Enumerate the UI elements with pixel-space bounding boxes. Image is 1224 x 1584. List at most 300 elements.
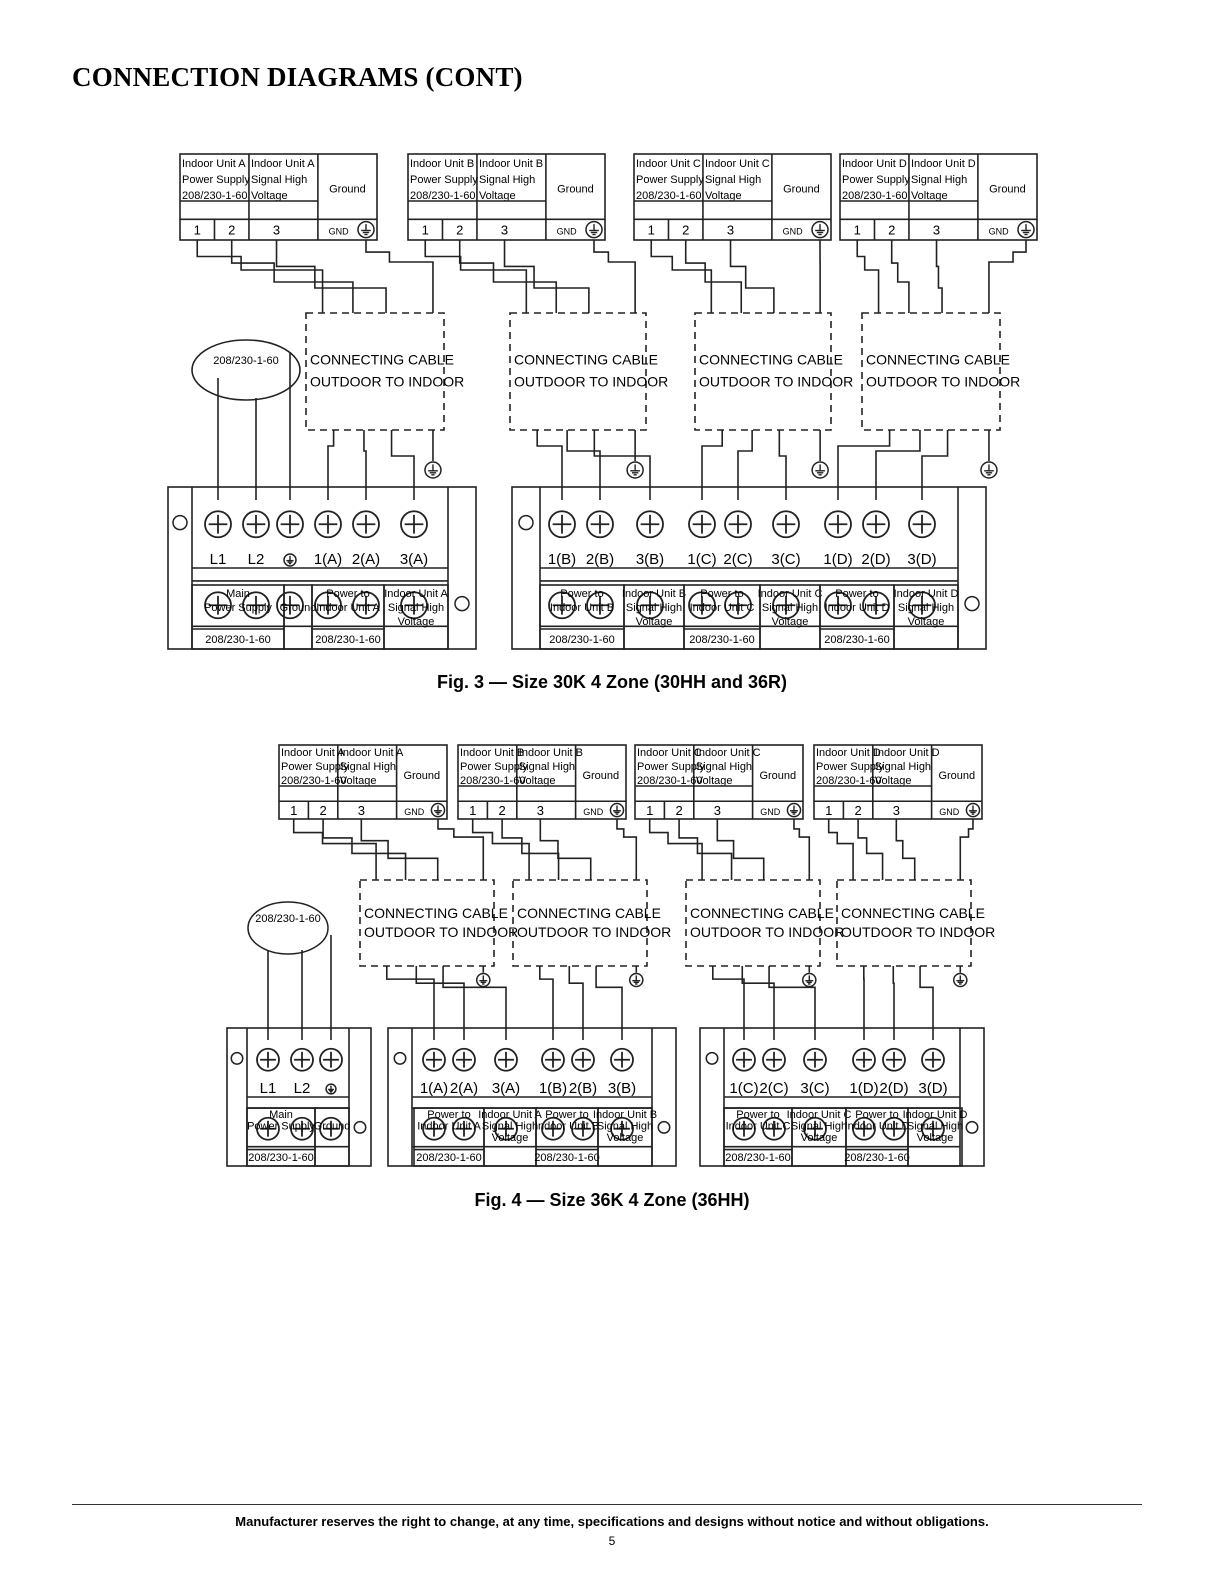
page-number: 5 [608,1534,616,1548]
gnd-label: GND [556,226,577,237]
ground-icon [358,222,374,238]
connecting-cable-box [686,880,844,966]
ground-icon [431,804,444,817]
info-label: Indoor Unit D [844,1120,910,1133]
terminal-screw-icon [205,511,231,537]
power-supply-label: Power Supply [816,761,884,773]
wire [443,966,506,1040]
terminal-screw-icon [825,511,851,537]
terminal-label: 1(C) [687,551,717,568]
info-label: Power Supply [204,602,272,614]
info-label: Signal High [897,602,955,614]
terminal-label: L1 [259,1080,277,1097]
ground-icon [954,973,967,986]
info-label: Indoor Unit A [478,1108,542,1121]
ground-icon [1018,222,1034,238]
mounting-hole [173,516,187,530]
terminal-screw-icon [637,511,663,537]
wire [323,819,405,880]
ground-label: Ground [329,183,366,196]
wire [540,966,553,1040]
voltage-label: Voltage [339,775,377,787]
ground-icon [803,973,816,986]
ground-icon [630,973,643,986]
voltage-label: 208/230-1-60 [315,634,381,646]
indoor-unit-name: Indoor Unit A [281,747,345,759]
ground-icon [610,804,623,817]
ground-icon [812,222,828,238]
ground-icon [981,462,997,478]
indoor-unit-terminal-block [635,745,803,819]
indoor-unit-terminal-block [408,154,605,240]
terminal-screw-icon [453,1049,475,1071]
info-label: Indoor Unit B [621,588,687,600]
terminal-label: 1(B) [547,551,577,568]
info-label: Power to [855,1108,899,1121]
signal-high-label: Signal High [339,761,397,773]
signal-high-label: Signal High [704,174,762,186]
ground-icon [627,462,643,478]
info-label: Indoor Unit D [824,602,890,614]
mounting-hole [658,1122,669,1133]
mounting-hole [965,597,979,611]
terminal-screw-icon [495,1049,517,1071]
terminal-3-label: 3 [726,222,735,238]
page-title: CONNECTION DIAGRAMS (CONT) [72,62,523,92]
signal-high-label: Signal High [695,761,753,773]
terminal-screw-icon [353,511,379,537]
outdoor-to-indoor-label: OUTDOOR TO INDOOR [841,923,996,940]
terminal-screw-icon [277,511,303,537]
mounting-hole [706,1053,717,1064]
footer-disclaimer: Manufacturer reserves the right to change, at any time, specifications and designs without notice and without obligations. [235,1514,989,1529]
info-label: Signal High [481,1120,539,1133]
outdoor-to-indoor-label: OUTDOOR TO INDOOR [690,923,845,940]
terminal-screw-icon [733,1049,755,1071]
gnd-label: GND [782,226,803,237]
info-label: Power to [835,588,879,600]
wire [892,240,909,313]
terminal-1-label: 1 [193,222,201,238]
terminal-screw-icon [773,511,799,537]
wire [731,240,774,313]
terminal-1-label: 1 [469,803,477,819]
signal-high-label: Signal High [250,174,308,186]
wire [922,430,948,500]
outdoor-to-indoor-label: OUTDOOR TO INDOOR [310,373,465,390]
terminal-1-label: 1 [853,222,861,238]
terminal-1-label: 1 [825,803,833,819]
power-supply-label: Power Supply [281,761,349,773]
terminal-label: 3(B) [607,1080,637,1097]
wire [569,966,583,1040]
terminal-label: 3(D) [918,1080,948,1097]
terminal-screw-icon [587,511,613,537]
terminal-screw-icon [320,1049,342,1071]
wire [505,240,589,313]
wire [392,430,414,500]
indoor-unit-terminal-block [634,154,831,240]
signal-high-label: Signal High [518,761,576,773]
terminal-screw-icon [804,1049,826,1071]
wire [738,430,752,500]
voltage-label: 208/230-1-60 [205,634,271,646]
terminal-3-label: 3 [500,222,509,238]
info-label: Power to [545,1108,589,1121]
indoor-unit-terminal-block [279,745,447,819]
cable-box-frame [510,313,646,430]
figure-4-caption: Fig. 4 — Size 36K 4 Zone (36HH) [474,1190,750,1210]
voltage-label: 208/230-1-60 [410,190,476,202]
ground-icon [477,973,490,986]
mounting-hole [354,1122,365,1133]
wire [537,430,562,500]
wire [328,430,334,500]
indoor-unit-name: Indoor Unit C [636,158,701,170]
indoor-unit-name: Indoor Unit C [704,158,770,170]
terminal-screw-icon [291,1049,313,1071]
power-supply-label: Power Supply [637,761,705,773]
terminal-label: 1(D) [849,1080,879,1097]
connecting-cable-box [360,880,518,966]
wire [197,240,322,313]
terminal-screw-icon [243,511,269,537]
terminal-1-label: 1 [290,803,298,819]
wire [596,966,622,1040]
gnd-label: GND [988,226,1009,237]
indoor-unit-terminal-block [814,745,982,819]
indoor-unit-terminal-block [458,745,626,819]
terminal-screw-icon [725,511,751,537]
wire [829,819,853,880]
wire-bundle [425,240,650,500]
indoor-unit-name: Indoor Unit A [339,747,404,759]
voltage-label: 208/230-1-60 [416,1152,482,1165]
wire [361,819,437,880]
terminal-label: 3(B) [635,551,665,568]
wire [779,430,786,500]
info-label: Signal High [790,1120,848,1133]
terminal-label: 3(D) [907,551,937,568]
info-label: Voltage [771,616,809,628]
terminal-3-label: 3 [536,803,544,819]
voltage-label: 208/230-1-60 [637,775,703,787]
wire [473,819,529,880]
wire [387,966,434,1040]
wire [540,819,590,880]
wire [502,819,558,880]
info-label: Indoor Unit B [534,1120,600,1133]
info-label: Indoor Unit A [384,588,448,600]
info-label: Power Supply [247,1120,315,1133]
info-label: Indoor Unit C [757,588,823,600]
voltage-label: Voltage [518,775,556,787]
wire [937,240,943,313]
ground-label: Ground [557,183,594,196]
figure-3-caption: Fig. 3 — Size 30K 4 Zone (30HH and 36R) [436,672,788,692]
terminal-2-label: 2 [456,222,464,238]
info-label: Main [269,1108,293,1121]
info-label: Signal High [596,1120,654,1133]
terminal-screw-icon [257,1049,279,1071]
power-supply-label: Power Supply [636,174,704,186]
signal-high-label: Signal High [874,761,932,773]
indoor-unit-terminal-block [840,154,1037,240]
voltage-label: Voltage [704,190,742,202]
cable-box-frame [862,313,1000,430]
indoor-unit-name: Indoor Unit B [460,747,525,759]
terminal-screw-icon [549,511,575,537]
indoor-unit-name: Indoor Unit A [182,158,246,170]
ground-icon [966,804,979,817]
indoor-unit-name: Indoor Unit D [874,747,940,759]
gnd-label: GND [939,807,960,818]
indoor-unit-name: Indoor Unit D [842,158,907,170]
info-label: Voltage [606,1131,644,1144]
figure-3-diagram [168,154,1037,649]
supply-ellipse [248,902,328,954]
signal-high-label: Signal High [478,174,536,186]
voltage-label: 208/230-1-60 [844,1152,910,1165]
terminal-screw-icon [315,511,341,537]
wire [838,430,890,500]
terminal-2-label: 2 [888,222,896,238]
info-label: Power to [427,1108,471,1121]
voltage-label: Voltage [695,775,733,787]
info-label: Indoor Unit B [592,1108,658,1121]
terminal-label: 2(C) [759,1080,789,1097]
info-label: Voltage [800,1131,838,1144]
terminal-screw-icon [863,511,889,537]
terminal-label: 2(C) [723,551,753,568]
wire [650,819,702,880]
outdoor-to-indoor-label: OUTDOOR TO INDOOR [699,373,854,390]
terminal-label: 2(B) [585,551,615,568]
terminal-screw-icon [401,511,427,537]
info-label: Indoor Unit C [725,1120,791,1133]
wire [857,240,878,313]
terminal-screw-icon [922,1049,944,1071]
wire [594,240,635,313]
terminal-label: 3(C) [800,1080,830,1097]
connecting-cable-box [695,313,853,430]
wire [232,240,353,313]
connecting-cable-label: CONNECTING CABLE [364,904,508,921]
wire [364,430,366,500]
terminal-label: L2 [247,551,265,568]
cable-box-frame [306,313,444,430]
gnd-label: GND [404,807,425,818]
info-label: Indoor Unit C [689,602,755,614]
wire [460,240,557,313]
cable-box-frame [695,313,831,430]
info-label: Indoor Unit A [316,602,380,614]
info-label: Power to [736,1108,780,1121]
wire [679,819,731,880]
wire [858,819,882,880]
outdoor-to-indoor-label: OUTDOOR TO INDOOR [364,923,519,940]
supply-ellipse [192,340,300,400]
indoor-unit-name: Indoor Unit B [518,747,584,759]
info-label: Voltage [916,1131,954,1144]
connecting-cable-label: CONNECTING CABLE [699,351,843,368]
wire-bundle [651,240,828,500]
voltage-label: Voltage [874,775,912,787]
info-label: Voltage [491,1131,529,1144]
footer-divider [72,1504,1142,1505]
connecting-cable-box [513,880,671,966]
terminal-label: 2(B) [568,1080,598,1097]
voltage-label: 208/230-1-60 [824,634,890,646]
voltage-label: 208/230-1-60 [534,1152,600,1165]
indoor-unit-name: Indoor Unit D [816,747,881,759]
terminal-2-label: 2 [675,803,683,819]
connecting-cable-box [837,880,995,966]
ground-label: Ground [783,183,820,196]
ground-icon [326,1084,336,1094]
terminal-label: 2(A) [449,1080,479,1097]
connecting-cable-label: CONNECTING CABLE [514,351,658,368]
terminal-1-label: 1 [647,222,655,238]
terminal-screw-icon [542,1049,564,1071]
terminal-label: 1(A) [419,1080,449,1097]
wire [794,819,809,880]
gnd-label: GND [760,807,781,818]
indoor-unit-name: Indoor Unit C [637,747,702,759]
info-label: Indoor Unit C [786,1108,852,1121]
wire [989,240,1026,313]
voltage-label: Voltage [250,190,288,202]
wire [366,240,433,313]
wire [416,966,464,1040]
connecting-cable-label: CONNECTING CABLE [841,904,985,921]
wire [425,240,526,313]
wire [294,819,376,880]
gnd-label: GND [583,807,604,818]
connecting-cable-box [306,313,464,430]
terminal-label: 2(D) [861,551,891,568]
terminal-label: 1(A) [313,551,343,568]
terminal-3-label: 3 [713,803,721,819]
voltage-label: 208/230-1-60 [689,634,755,646]
voltage-label: 208/230-1-60 [248,1152,314,1165]
power-supply-label: Power Supply [842,174,910,186]
info-label: Indoor Unit D [893,588,959,600]
info-label: Indoor Unit B [549,602,615,614]
figure-4-diagram [227,745,995,1166]
info-label: Indoor Unit D [902,1108,968,1121]
wire [896,819,914,880]
ellipse-voltage-label: 208/230-1-60 [255,913,321,925]
voltage-label: Voltage [910,190,948,202]
voltage-label: 208/230-1-60 [636,190,702,202]
voltage-label: Voltage [478,190,516,202]
terminal-3-label: 3 [892,803,900,819]
terminal-screw-icon [689,511,715,537]
voltage-label: 208/230-1-60 [460,775,526,787]
wire [651,240,711,313]
outdoor-terminal-strip [700,1028,984,1166]
terminal-screw-icon [423,1049,445,1071]
voltage-label: 208/230-1-60 [816,775,882,787]
ground-icon [586,222,602,238]
wire [920,966,933,1040]
mounting-hole [394,1053,405,1064]
info-label: Power to [700,588,744,600]
info-label: Indoor Unit A [417,1120,481,1133]
terminal-1-label: 1 [421,222,429,238]
terminal-label: 3(C) [771,551,801,568]
terminal-screw-icon [572,1049,594,1071]
indoor-unit-name: Indoor Unit B [410,158,475,170]
terminal-label: 3(A) [399,551,429,568]
info-label: Signal High [906,1120,964,1133]
ground-label: Ground [938,770,976,783]
terminal-2-label: 2 [854,803,862,819]
voltage-label: 208/230-1-60 [281,775,347,787]
info-label: Voltage [907,616,945,628]
terminal-screw-icon [883,1049,905,1071]
terminal-2-label: 2 [319,803,327,819]
wire [713,966,744,1040]
terminal-label: 1(D) [823,551,853,568]
terminal-label: 2(D) [879,1080,909,1097]
info-label: Signal High [625,602,683,614]
info-label: Power to [326,588,370,600]
signal-high-label: Signal High [910,174,968,186]
wire [876,430,920,500]
mounting-hole [519,516,533,530]
voltage-label: 208/230-1-60 [725,1152,791,1165]
wire [277,240,387,313]
power-supply-label: Power Supply [460,761,528,773]
mounting-hole [455,597,469,611]
terminal-label: 3(A) [491,1080,521,1097]
terminal-label: 1(C) [729,1080,759,1097]
ground-icon [284,554,296,566]
outdoor-to-indoor-label: OUTDOOR TO INDOOR [517,923,672,940]
info-label: Voltage [397,616,435,628]
wire [438,819,483,880]
ground-icon [787,804,800,817]
indoor-unit-name: Indoor Unit C [695,747,761,759]
terminal-screw-icon [853,1049,875,1071]
voltage-label: 208/230-1-60 [182,190,248,202]
info-label: Main [226,588,250,600]
connecting-cable-label: CONNECTING CABLE [866,351,1010,368]
mounting-hole [966,1122,977,1133]
terminal-label: L1 [209,551,227,568]
voltage-label: 208/230-1-60 [549,634,615,646]
ground-label: Ground [759,770,797,783]
info-label: Power to [560,588,604,600]
connecting-cable-label: CONNECTING CABLE [517,904,661,921]
power-supply-label: Power Supply [182,174,250,186]
connecting-cable-box [510,313,668,430]
ground-icon [425,462,441,478]
power-supply-label: Power Supply [410,174,478,186]
ellipse-voltage-label: 208/230-1-60 [213,355,279,367]
terminal-1-label: 1 [646,803,654,819]
voltage-label: 208/230-1-60 [842,190,908,202]
terminal-2-label: 2 [682,222,690,238]
wire [617,819,636,880]
wire [717,819,763,880]
ground-icon [812,462,828,478]
ground-label: Ground [582,770,620,783]
terminal-label: 1(B) [538,1080,568,1097]
mounting-hole [231,1053,242,1064]
